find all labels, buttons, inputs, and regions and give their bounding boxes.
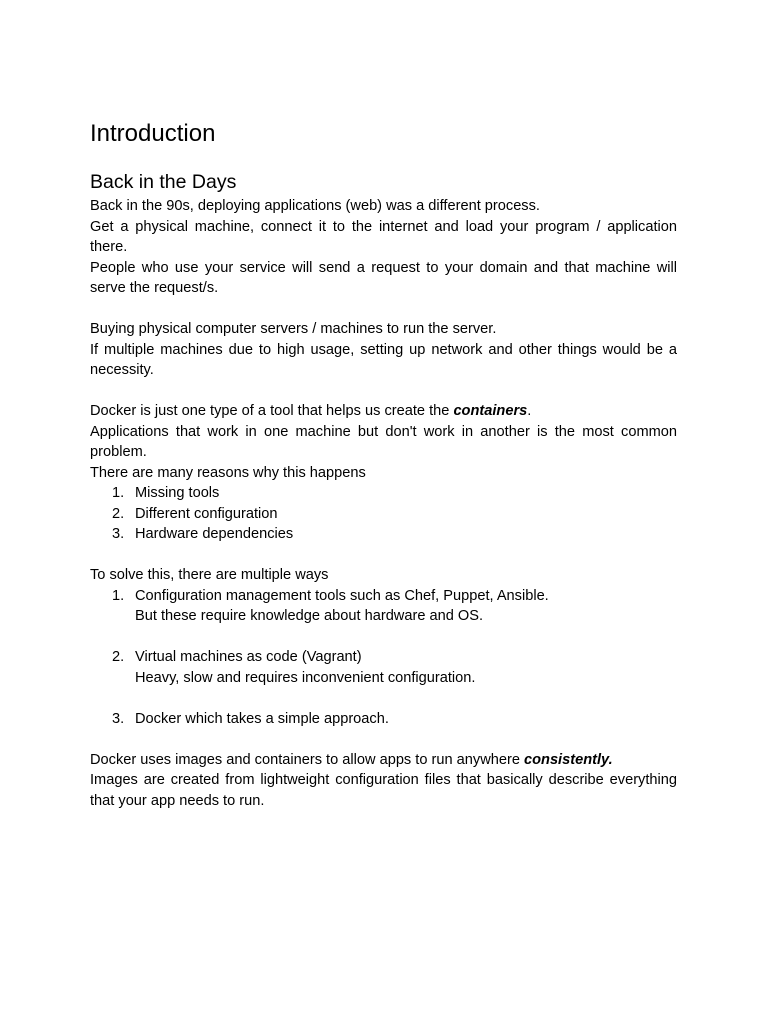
list-item-text: Different configuration: [135, 505, 278, 522]
paragraph-solutions-intro: To solve this, there are multiple ways: [90, 567, 329, 583]
spacer: [90, 299, 677, 320]
list-number: 3.: [112, 710, 125, 727]
list-item: [90, 504, 677, 525]
list-item-text: Missing tools: [135, 485, 220, 501]
list-item: [90, 524, 677, 545]
list-item: [90, 586, 677, 627]
paragraph-reasons-intro: There are many reasons why this happens: [90, 464, 366, 481]
document-title: Introduction: [90, 120, 216, 147]
list-item-subtext: But these require knowledge about hardware and OS.: [135, 608, 484, 624]
list-number: 1.: [112, 587, 125, 604]
spacer: [90, 381, 677, 402]
list-number: 2.: [112, 649, 125, 665]
paragraph-90s: Back in the 90s, deploying applications (web) was a different process.: [90, 198, 540, 214]
list-item-subtext: Heavy, slow and requires inconvenient configuration.: [135, 669, 476, 686]
list-item: [90, 483, 677, 504]
spacer: [90, 729, 677, 750]
paragraph-physical-machine: Get a physical machine, connect it to the internet and load your program / application there.: [90, 218, 677, 255]
list-item: [90, 647, 677, 688]
paragraph-buying-servers: Buying physical computer servers / machines to run the server.: [90, 321, 497, 337]
list-item-text: Configuration management tools such as Chef, Puppet, Ansible.: [135, 587, 549, 604]
list-item-text: Hardware dependencies: [135, 526, 294, 542]
paragraph-multiple-machines: If multiple machines due to high usage, setting up network and other things would be a necessity.: [90, 341, 677, 378]
paragraph-docker-images: [90, 750, 677, 771]
paragraph-docker-tool: [90, 401, 677, 422]
consistently-emphasis: consistently.: [524, 751, 613, 768]
list-number: 1.: [112, 485, 125, 501]
paragraph-docker-images-text: Docker uses images and containers to allow apps to run anywhere: [90, 751, 524, 768]
spacer: [90, 545, 677, 566]
solutions-list: [90, 586, 677, 730]
list-number: 2.: [112, 505, 125, 522]
reasons-list: [90, 483, 677, 545]
paragraph-common-problem: Applications that work in one machine but don't work in another is the most common problem.: [90, 423, 677, 460]
list-item-text: Virtual machines as code (Vagrant): [135, 649, 362, 665]
list-item: [90, 709, 677, 730]
list-number: 3.: [112, 526, 125, 542]
containers-emphasis: containers: [453, 403, 528, 419]
section-heading: Back in the Days: [90, 171, 237, 193]
paragraph-images-created: Images are created from lightweight configuration files that basically describe everything that your app needs to run.: [90, 772, 677, 809]
paragraph-docker-tool-text: Docker is just one type of a tool that helps us create the: [90, 403, 454, 419]
document-page: [90, 116, 677, 811]
list-item-text: Docker which takes a simple approach.: [135, 710, 389, 727]
paragraph-docker-tool-end: .: [527, 403, 532, 419]
paragraph-service-requests: People who use your service will send a request to your domain and that machine will serve the request/s.: [90, 259, 677, 296]
